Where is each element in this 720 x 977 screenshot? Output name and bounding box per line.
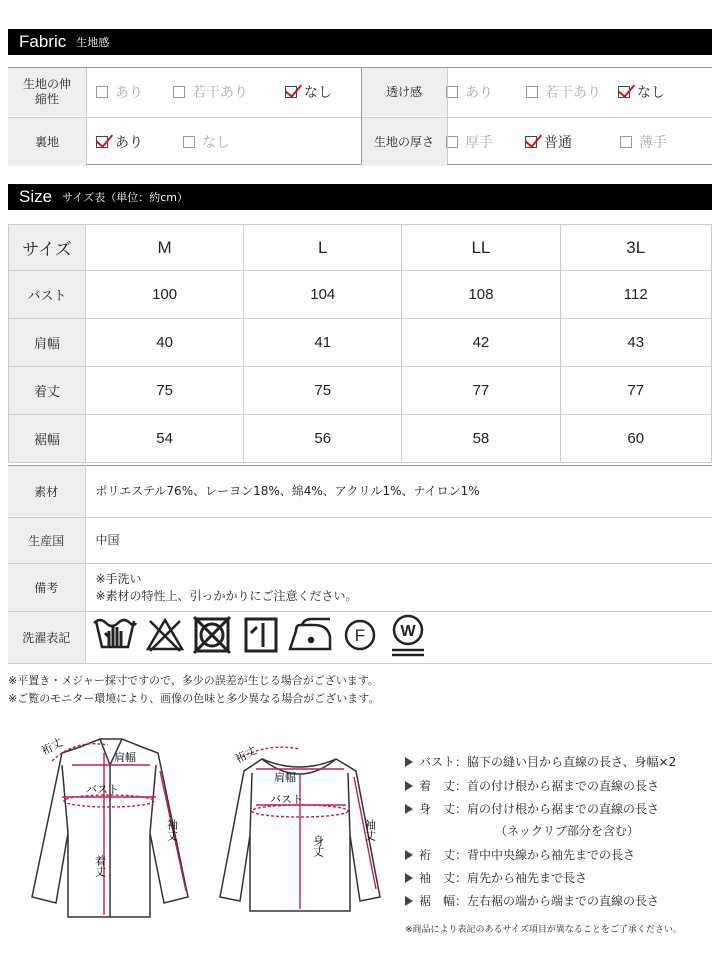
triangle-icon: [405, 757, 413, 767]
checkbox-checked: [525, 136, 537, 148]
no-bleach-icon: [148, 620, 182, 651]
jacket-kitake-label: 着丈: [93, 855, 107, 877]
table-cell: 104: [244, 271, 402, 319]
table-cell: 108: [402, 271, 560, 319]
lining-option-no[interactable]: [183, 118, 230, 166]
note-measurement: ※平置き・メジャー採寸ですので、多少の誤差が生じる場合がございます。: [8, 674, 379, 687]
table-cell: 43: [560, 319, 711, 367]
option-label: 薄手: [639, 135, 667, 151]
option-label: 厚手: [465, 135, 493, 151]
divider: [447, 68, 448, 164]
hand-wash-icon: [94, 620, 136, 647]
size-title: Size: [19, 187, 53, 206]
drip-dry-icon: [246, 619, 276, 651]
option-label: なし: [304, 85, 332, 101]
size-header-cell: M: [86, 225, 244, 271]
checkbox: [526, 86, 538, 98]
sweater-sode-label: 袖丈: [363, 819, 377, 841]
row-label: 裾幅: [9, 415, 86, 463]
size-header-cell: L: [244, 225, 402, 271]
table-cell: 54: [86, 415, 244, 463]
triangle-icon: [405, 781, 413, 791]
sweater-yuki-label: 裄丈: [233, 743, 259, 766]
legend-text: 裾 幅：左右裾の端から端までの直線の長さ: [419, 894, 660, 908]
size-header: [8, 184, 712, 210]
legend-text: バスト：脇下の縫い目から直線の長さ、身幅×2: [419, 755, 677, 769]
checkbox-checked: [618, 86, 630, 98]
size-header-cell: 3L: [560, 225, 711, 271]
thickness-option-thin[interactable]: [620, 118, 667, 166]
legend-text: 裄 丈：背中中央線から袖先までの長さ: [419, 848, 636, 862]
info-table: [8, 465, 712, 664]
sheer-label-text: 透け感: [385, 84, 422, 99]
thickness-option-thick[interactable]: [446, 118, 493, 166]
legend-item: [405, 753, 676, 770]
triangle-icon: [405, 804, 413, 814]
table-cell: 75: [244, 367, 402, 415]
legend-item: [405, 869, 587, 886]
option-label: 若干あり: [545, 85, 601, 101]
table-cell: 60: [560, 415, 711, 463]
origin-label: 生産国: [8, 518, 85, 564]
remarks-row: [8, 564, 712, 612]
dry-clean-f-letter: F: [354, 626, 365, 645]
table-cell: 58: [402, 415, 560, 463]
no-tumble-dry-icon: [194, 617, 230, 653]
lining-option-yes[interactable]: [96, 118, 143, 166]
jacket-katahaba-label: 肩幅: [114, 751, 136, 764]
care-icons: [85, 612, 712, 664]
option-label: あり: [115, 135, 143, 151]
row-label: バスト: [9, 271, 86, 319]
checkbox: [620, 136, 632, 148]
remarks-value: [85, 564, 712, 612]
fabric-title: Fabric: [19, 32, 67, 51]
table-cell: 40: [86, 319, 244, 367]
jacket-bust-label: バスト: [86, 783, 119, 796]
sheer-option-no[interactable]: [618, 68, 665, 116]
option-label: なし: [202, 135, 230, 151]
legend-item: [405, 846, 635, 863]
remarks-line: ※素材の特性上、引っかかりにご注意ください。: [95, 588, 358, 603]
checkbox-checked: [285, 86, 297, 98]
size-header-cell: LL: [402, 225, 560, 271]
size-header-row: [9, 225, 712, 271]
legend-text: 袖 丈：肩先から袖先まで長さ: [419, 871, 588, 885]
size-subtitle: サイズ表（単位：約cm）: [62, 191, 188, 204]
stretch-option-yes[interactable]: [96, 68, 143, 116]
sheer-option-yes[interactable]: [446, 68, 493, 116]
fabric-header: [8, 29, 712, 55]
stretch-label-text: 生地の伸縮性: [22, 77, 71, 106]
table-row: [9, 415, 712, 463]
table-row: [9, 367, 712, 415]
table-cell: 112: [560, 271, 711, 319]
table-row: [9, 271, 712, 319]
size-header-cell: サイズ: [9, 225, 86, 271]
sheer-label: [361, 68, 447, 116]
sheer-option-slight[interactable]: [526, 68, 601, 116]
remarks-label: 備考: [8, 564, 85, 612]
table-cell: 42: [402, 319, 560, 367]
row-label: 着丈: [9, 367, 86, 415]
size-table: [8, 224, 712, 463]
triangle-icon: [405, 873, 413, 883]
legend-text: 身 丈：肩の付け根から裾までの直線の長さ: [419, 802, 660, 816]
stretch-label: [8, 68, 86, 116]
row-label: 肩幅: [9, 319, 86, 367]
table-cell: 56: [244, 415, 402, 463]
fabric-table: [8, 67, 712, 165]
footnote: ※商品により表記のあるサイズ項目が異なることをご了承ください。: [405, 925, 682, 935]
material-label: 素材: [8, 466, 85, 518]
thickness-label-text: 生地の厚さ: [373, 134, 434, 149]
checkbox: [173, 86, 185, 98]
care-row: [8, 612, 712, 664]
fabric-subtitle: 生地感: [76, 36, 110, 49]
remarks-line: ※手洗い: [95, 571, 142, 586]
garment-diagrams: [0, 725, 400, 925]
jacket-sode-label: 袖丈: [165, 819, 179, 841]
option-label: なし: [637, 85, 665, 101]
legend-text: 着 丈：首の付け根から裾までの直線の長さ: [419, 779, 660, 793]
triangle-icon: [405, 850, 413, 860]
wet-clean-w-icon: [392, 616, 424, 655]
checkbox-checked: [96, 136, 108, 148]
legend-item: [405, 777, 659, 794]
care-symbols: [90, 613, 450, 657]
stretch-option-no[interactable]: [285, 68, 332, 116]
table-cell: 41: [244, 319, 402, 367]
care-label: 洗濯表記: [8, 612, 85, 664]
table-cell: 100: [86, 271, 244, 319]
option-label: 若干あり: [192, 85, 248, 101]
option-label: あり: [115, 85, 143, 101]
wet-clean-w-letter: W: [399, 623, 416, 640]
sweater-katahaba-label: 肩幅: [274, 771, 296, 784]
option-label: あり: [465, 85, 493, 101]
divider: [361, 68, 362, 164]
iron-low-icon: [290, 619, 330, 649]
checkbox: [183, 136, 195, 148]
table-row: [9, 319, 712, 367]
dry-clean-f-icon: [346, 621, 374, 649]
material-row: [8, 466, 712, 518]
table-cell: 77: [402, 367, 560, 415]
material-value: ポリエステル76%、レーヨン18%、綿4%、アクリル1%、ナイロン1%: [85, 466, 712, 518]
legend-item: [405, 892, 659, 909]
sweater-bust-label: バスト: [270, 793, 303, 806]
triangle-icon: [405, 896, 413, 906]
legend-item: [405, 800, 659, 817]
lining-label: [8, 118, 86, 166]
thickness-option-normal[interactable]: [525, 118, 572, 166]
origin-value: 中国: [85, 518, 712, 564]
table-cell: 75: [86, 367, 244, 415]
jacket-yuki-label: 裄丈: [39, 735, 65, 758]
stretch-option-slight[interactable]: [173, 68, 248, 116]
divider: [86, 68, 87, 164]
option-label: 普通: [544, 135, 572, 151]
thickness-label: [361, 118, 447, 166]
sweater-mitake-label: 身丈: [311, 835, 325, 857]
legend-note: （ネックリブ部分を含む）: [495, 824, 640, 838]
origin-row: [8, 518, 712, 564]
checkbox: [96, 86, 108, 98]
note-monitor: ※ご覧のモニター環境により、画像の色味と多少異なる場合がございます。: [8, 692, 380, 705]
table-cell: 77: [560, 367, 711, 415]
lining-label-text: 裏地: [34, 134, 59, 149]
